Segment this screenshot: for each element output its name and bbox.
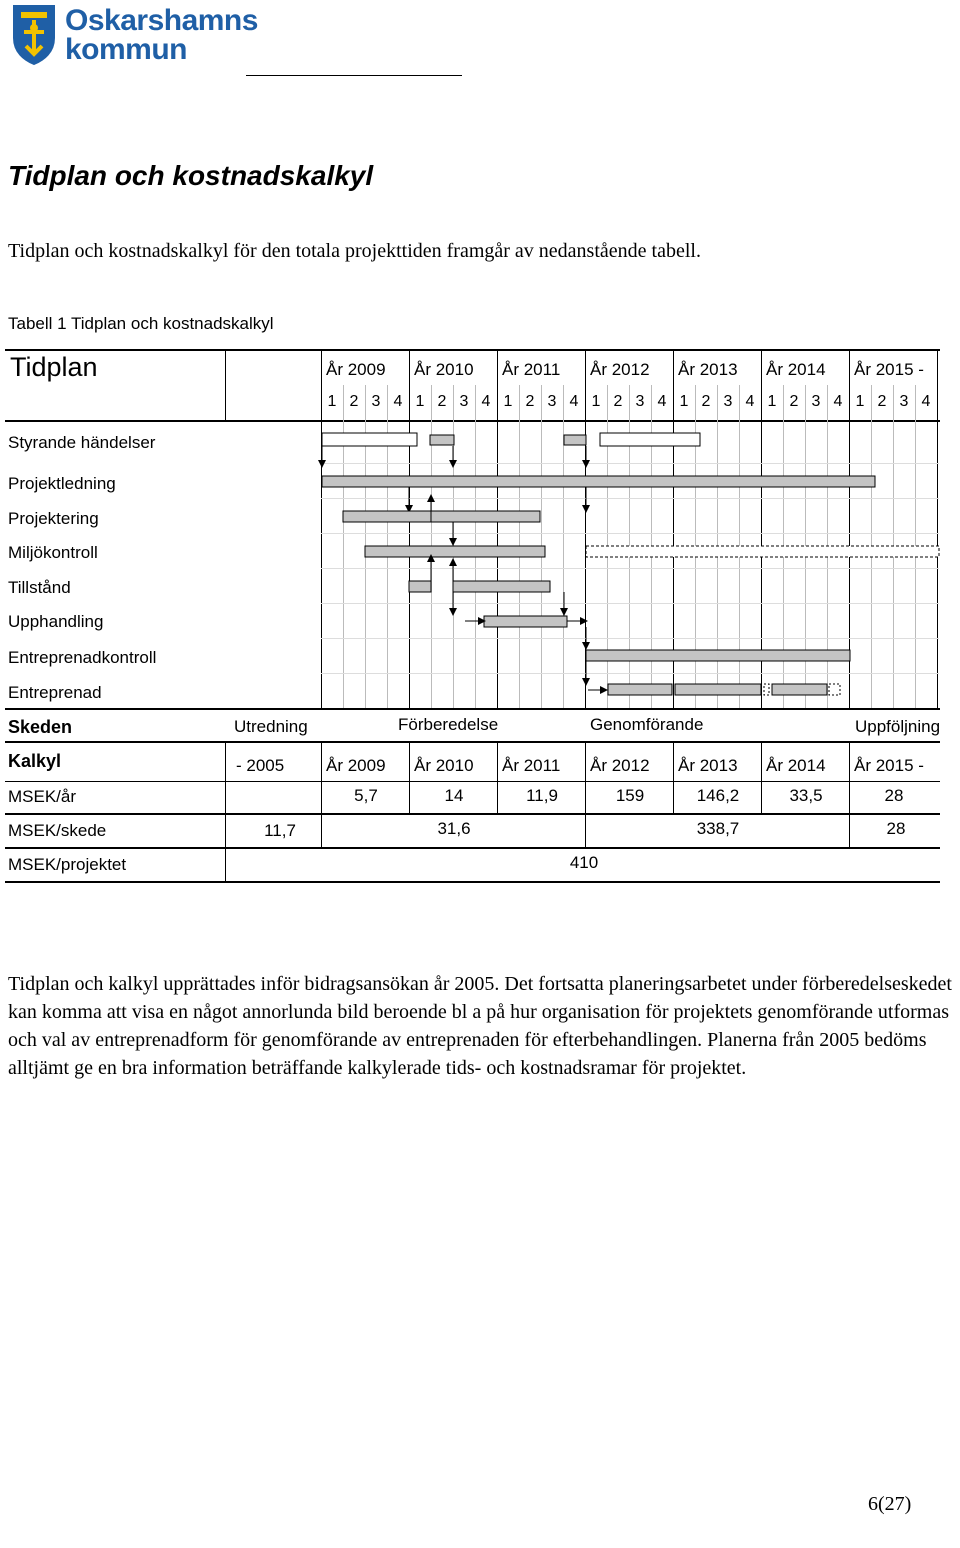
quarter-label: 4 (481, 393, 491, 410)
quarter-label: 1 (503, 393, 513, 410)
msek-ar-value: 11,9 (526, 786, 558, 805)
table-caption: Tabell 1 Tidplan och kostnadskalkyl (8, 314, 274, 333)
skede-utredning: Utredning (234, 717, 308, 736)
col-divider (225, 742, 226, 882)
msek-skede-forberedelse: 31,6 (437, 819, 471, 838)
quarter-label: 2 (613, 393, 623, 410)
table-top-rule (5, 349, 940, 351)
bar-tillstand (409, 581, 431, 592)
row-label-entreprenadkontroll: Entreprenadkontroll (8, 648, 157, 667)
year-header: År 2012 (590, 360, 650, 379)
quarter-label: 3 (371, 393, 381, 410)
rule (5, 847, 940, 849)
bar-miljokontroll (365, 546, 545, 557)
row-label-styrande: Styrande händelser (8, 433, 156, 452)
quarter-label: 4 (745, 393, 755, 410)
msek-skede-genomforande: 338,7 (696, 819, 740, 838)
year-header: År 2015 - (854, 360, 924, 379)
col-divider (585, 742, 586, 848)
body-paragraph: Tidplan och kalkyl upprättades inför bidragsansökan år 2005. Det fortsatta planeringsarbetet under förberedelseskedet kan komma att visa en något annorlunda bild beroende bl a på hur organisation för projektets genomförande utformas och val av entreprenadform för genomförande av entreprenaden för efterbehandlingen. Planerna från 2005 bedöms alltjämt ge en bra information beträffande kalkylerade tids- och kostnadsramar för projektet. (8, 973, 952, 1079)
event-box-investering (322, 433, 417, 446)
col-divider (673, 742, 674, 814)
rule (5, 781, 940, 782)
skede-forberedelse: Förberedelse (398, 715, 499, 734)
kalkyl-label: Kalkyl (8, 751, 62, 771)
msek-ar-value: 14 (444, 786, 464, 805)
quarter-label: 1 (591, 393, 601, 410)
quarter-label: 2 (789, 393, 799, 410)
skede-genomforande: Genomförande (590, 715, 704, 734)
logo (10, 2, 258, 68)
year-header: År 2009 (326, 360, 386, 379)
quarter-label: 3 (547, 393, 557, 410)
col-divider (497, 742, 498, 814)
logo-line1: Oskarshamns (65, 4, 258, 37)
table-bottom-rule (5, 881, 940, 883)
msek-ar-value: 159 (615, 786, 645, 805)
quarter-label: 4 (657, 393, 667, 410)
quarter-label: 2 (437, 393, 447, 410)
col-divider (225, 350, 226, 421)
quarter-label: 1 (327, 393, 337, 410)
kalkyl-year: År 2013 (678, 756, 738, 775)
bar-miljokontroll-2 (586, 546, 939, 557)
bar-entreprenad-2 (675, 684, 761, 695)
quarter-label: 2 (877, 393, 887, 410)
quarter-label: 4 (393, 393, 403, 410)
event-marker (430, 435, 454, 445)
quarter-label: 1 (767, 393, 777, 410)
skede-uppfoljning: Uppföljning (855, 717, 941, 736)
kalkyl-year: År 2012 (590, 756, 650, 775)
bar-entreprenadkontroll (586, 650, 850, 661)
quarter-label: 1 (679, 393, 689, 410)
msek-projektet-label: MSEK/projektet (8, 855, 127, 874)
kalkyl-year: År 2010 (414, 756, 474, 775)
kalkyl-year: År 2009 (326, 756, 386, 775)
event-marker (564, 435, 586, 445)
msek-ar-value: 28 (884, 786, 904, 805)
msek-ar-value: 146,2 (696, 786, 740, 805)
page-number: 6(27) (868, 1493, 912, 1515)
year-header: År 2013 (678, 360, 738, 379)
quarter-label: 1 (855, 393, 865, 410)
quarter-label: 3 (723, 393, 733, 410)
col-divider (321, 742, 322, 848)
rule (5, 813, 940, 815)
section-heading: Tidplan och kostnadskalkyl (8, 160, 374, 191)
intro-text: Tidplan och kostnadskalkyl för den totala projekttiden framgår av nedanstående tabell. (8, 240, 701, 262)
quarter-label: 4 (569, 393, 579, 410)
year-header: År 2010 (414, 360, 474, 379)
year-header: År 2014 (766, 360, 826, 379)
col-divider (409, 742, 410, 814)
header-rule (246, 75, 462, 76)
msek-skede-label: MSEK/skede (8, 821, 107, 840)
msek-ar-value: 33,5 (789, 786, 823, 805)
quarter-label: 3 (459, 393, 469, 410)
msek-projektet-value: 410 (569, 853, 599, 872)
kalkyl-year: - 2005 (236, 756, 285, 775)
coat-of-arms-icon (10, 2, 58, 66)
quarter-label: 2 (349, 393, 359, 410)
row-label-upphandling: Upphandling (8, 612, 104, 631)
bar-projektering (343, 511, 540, 522)
col-divider (761, 742, 762, 814)
msek-ar-label: MSEK/år (8, 787, 77, 806)
skeden-label: Skeden (8, 717, 73, 737)
quarter-label: 2 (701, 393, 711, 410)
quarter-label: 2 (525, 393, 535, 410)
bar-entreprenad-4 (772, 684, 827, 695)
col-divider (849, 742, 850, 848)
row-label-projektering: Projektering (8, 509, 99, 528)
quarter-label: 4 (833, 393, 843, 410)
quarter-label: 3 (635, 393, 645, 410)
event-box-val (600, 433, 700, 446)
kalkyl-year: År 2011 (502, 756, 561, 775)
quarter-label: 4 (921, 393, 931, 410)
bar-projektledning (322, 476, 875, 487)
bar-entreprenad-3 (764, 684, 769, 695)
msek-ar-value: 5,7 (354, 786, 378, 805)
msek-skede-uppfoljning: 28 (886, 819, 906, 838)
skeden-bottom-rule (5, 741, 940, 743)
quarter-label: 3 (811, 393, 821, 410)
tidplan-title: Tidplan (10, 352, 98, 382)
bar-upphandling (484, 616, 567, 627)
row-label-tillstand: Tillstånd (8, 578, 71, 597)
skeden-top-rule (5, 708, 940, 710)
row-label-miljokontroll: Miljökontroll (8, 543, 98, 562)
quarter-label: 3 (899, 393, 909, 410)
logo-line2: kommun (65, 33, 188, 66)
bar-entreprenad (608, 684, 672, 695)
quarter-label: 1 (415, 393, 425, 410)
row-label-projektledning: Projektledning (8, 474, 116, 493)
bar-tillstand-2 (453, 581, 550, 592)
kalkyl-year: År 2014 (766, 756, 826, 775)
kalkyl-year: År 2015 - (854, 756, 924, 775)
gantt-chart (0, 420, 960, 710)
msek-skede-utredning: 11,7 (264, 821, 296, 840)
year-header: År 2011 (502, 360, 561, 379)
row-label-entreprenad: Entreprenad (8, 683, 102, 702)
bar-entreprenad-5 (829, 684, 840, 695)
